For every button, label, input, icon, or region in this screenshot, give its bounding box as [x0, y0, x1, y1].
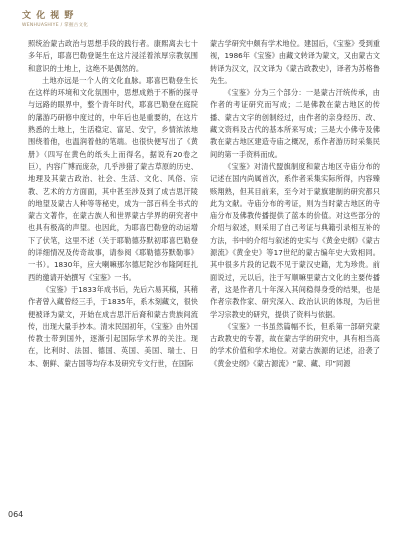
- article-body: [28, 38, 380, 504]
- running-header: [22, 8, 88, 28]
- paragraph: 土地亦远是一个人的文化血脉。耶喜巴勒登生长在这样的环境和文化氛围中，思想成熟于不断的探寻与远路的眼界中，整个青年时代，耶喜巴勒登在庭院的藩游巧研修中度过的，中年后也是重要的，在这片熟悉的土地上，生活稳定、富足、安宁，乡情浓浓地围绕着他，也温润着他的笔端。也很快便写出了《黄册》（四写在黄色的纸头上而得名，据说有20卷之巨），内容广博而庞杂，几乎涉猎了蒙古草原的历史、地理及其蒙古政治、社会、生活、文化、风俗、宗教、艺术的方方面面，其中甚至涉及到了成吉思汗陵的地望及蒙古人种等等秘史，成为一部百科全书式的蒙古文著作，在蒙古族人和世界蒙古学界的研究者中也具有极高的声望。也因此，为耶喜巴勒登的动运增下了伏笔，这里不述（关于耶勒德芬默初耶喜巴勒登的详细情况及传奇故事，请参阅《耶勒德芬默勒事》一书）。1830年，应大喇嘛那尔德尼陀沙布隆阿旺扎西的邀请开始撰写《宝鉴》一书。: [28, 75, 198, 282]
- right-column: [210, 38, 380, 504]
- left-column: [28, 38, 198, 504]
- paragraph: 蒙古学研究中颇有学术地位。建国后，《宝鉴》受到重视，1986年《宝鉴》由藏文转译为蒙文，又由蒙古文转译为汉文，汉文译为《蒙古政教史》，译者为苏格鲁先生。: [210, 39, 380, 85]
- section-title: 文 化 视 野: [22, 11, 75, 21]
- paragraph: 《宝鉴》于1833年成书后，先后六易其稿，其稍作者曾入藏曾经三手，于1835年，系木刻藏文，很快便被译为蒙文，开始在成吉思汗后裔和蒙古贵族间流传，出现大量手抄本。清末民国初年，《宝鉴》由外国传教士带到国外，逐渐引起国际学术界的关注。现在，比利时、法国、德国、英国、美国、瑞士、日本、朝鲜、蒙古国等均存本及研究专文行世，在国际: [28, 284, 198, 368]
- paragraph: 《宝鉴》分为三个部分：一是蒙古汗统传承，由作者的考证研究而写成；二是佛教在蒙古地区的传播、蒙古文字的创制经过，由作者的亲身经历、改、藏文资料及古代的基本所来写成；三是大小佛寺及佛教在蒙古地区建造寺庙之概况，系作者游历时采集民间的第一手资料而成。: [210, 88, 380, 159]
- paragraph: 《宝鉴》对清代盟旗制度和蒙古地区寺庙分布的记述在国内尚属首次，系作者采集实际所得，内容臻赅翔熟，但其目前来，至今对于蒙旗建制的研究都只此为文献。寺庙分布的考证，则为当时蒙古地区的寺庙分布及佛教传播提供了蓝本的价值。对这些部分的介绍与叙述，则采用了自己考证与典籍引录相互补的方法，书中的介绍与叙述的史实与《黄金史纲》《蒙古源流》《黄金史》等17世纪的蒙古编年史大致相同。其中很多片段的记载不见于蒙汉史籍，尤为珍贵。前面说过，元以后，注于写顺嘛里蒙古文化的主要传播者，这是作者几十年深入其间稳得身受的结果，也是作者宗教作家、研究深入、政治认识的体现，为后世学习宗教史的研究，提供了资料与依据。: [210, 161, 380, 319]
- page-number: 064: [8, 510, 24, 519]
- paragraph: 照统治蒙古政治与思想手段的践行者。康熙离去七十多年后，耶喜巴勒登诞生在这片浸淫着浓厚宗教氛围和意识的土地上，这绝不是偶然的。: [28, 39, 198, 73]
- section-subtitle: WENHUASHIYE / 掌握古文化: [22, 23, 89, 28]
- paragraph: 《宝鉴》一书虽然篇幅不长，但系第一部研究蒙古政教史的专著，故在蒙古学的研究中，具有相当高的学术价值和学术地位。对蒙古族源的记述，沿袭了《黄金史纲》《蒙古源流》“蒙、藏、印”同源: [210, 321, 380, 368]
